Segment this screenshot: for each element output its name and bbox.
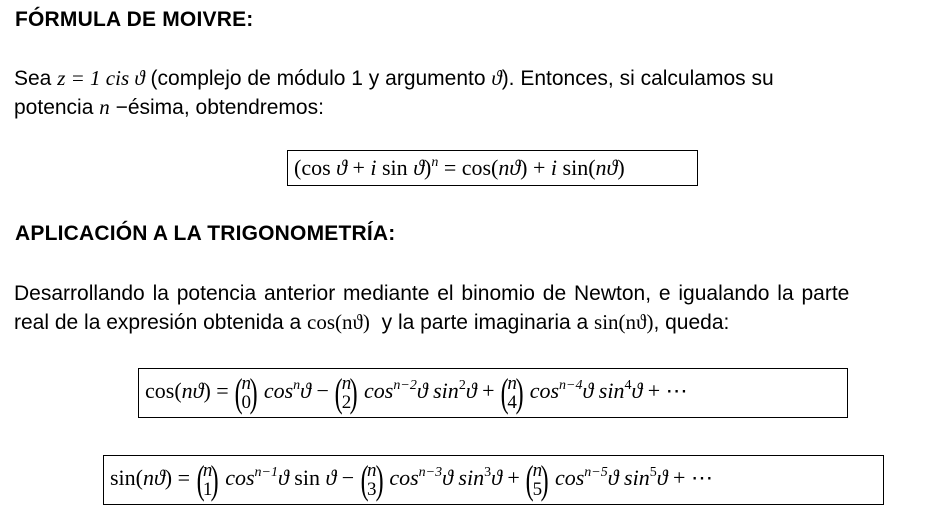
binomial-n-0: ( n 0 ) — [234, 370, 258, 415]
moivre-paragraph: Sea z = 1 cis ϑ (complejo de módulo 1 y argumento ϑ). Entonces, si calculamos su potencia n −ésima, obtendremos: — [14, 66, 774, 119]
binomial-n-2: ( n 2 ) — [335, 370, 358, 415]
cos-expansion-box — [138, 368, 848, 418]
trig-paragraph: Desarrollando la potencia anterior mediante el binomio de Newton, e igualando la parte real de la expresión obtenida a cos(nϑ) y la parte imaginaria a sin(nϑ), queda: — [14, 282, 850, 334]
moivre-formula-box — [287, 150, 698, 186]
binomial-n-3: ( n 3 ) — [360, 457, 384, 502]
moivre-formula: (cos ϑ + i sin ϑ)$^n$ = cos(nϑ) + i sin(nϑ) — [294, 155, 625, 180]
binomial-n-5: ( n 5 ) — [525, 457, 549, 502]
sin-n-theta-expression: sin(nϑ) — [594, 310, 654, 334]
binomial-n-4: ( n 4 ) — [500, 370, 524, 415]
heading-trigonometria: APLICACIÓN A LA TRIGONOMETRÍA: — [15, 222, 396, 245]
heading-moivre: FÓRMULA DE MOIVRE: — [15, 8, 254, 31]
cos-expansion-formula: cos(nϑ) = ( n 0 ) $\cos^nϑ$ − ( n 2 ) $\cos^{n-2}ϑ$ $\sin^2ϑ$ + ( n 4 ) $\cos^{n-4}ϑ$ $\sin^4ϑ$ + ⋯ — [145, 370, 688, 415]
binomial-n-1: ( n 1 ) — [196, 457, 220, 502]
sin-expansion-formula: sin(nϑ) = ( n 1 ) $\cos^{n-1}ϑ$ sin ϑ − ( n 3 ) $\cos^{n-3}ϑ$ $\sin^3ϑ$ + ( n 5 ) $\cos^{n-5}ϑ$ $\sin^5ϑ$ + ⋯ — [110, 457, 713, 502]
cos-n-theta-expression: cos(nϑ) — [307, 310, 370, 334]
sin-expansion-box — [103, 455, 884, 505]
z-cis-expression: z = 1 cis ϑ — [57, 66, 145, 90]
